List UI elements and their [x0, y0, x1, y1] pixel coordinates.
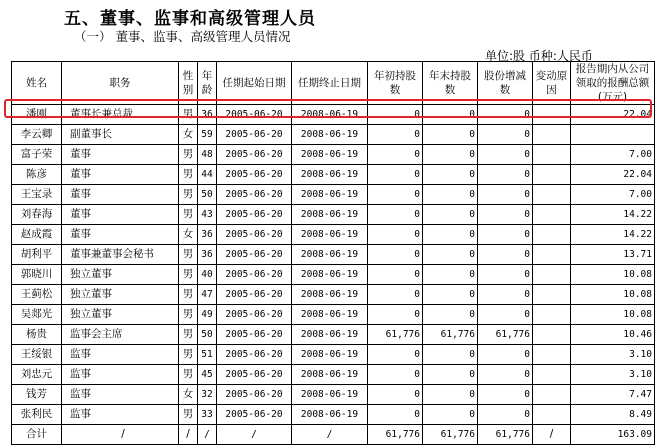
table-body	[12, 105, 655, 445]
cell-title: 董事	[62, 145, 179, 165]
header-cell: 性别	[179, 62, 198, 105]
cell-reason	[533, 265, 571, 285]
cell-pay: 10.08	[571, 265, 655, 285]
cell-begin-shares: 0	[368, 205, 423, 225]
cell-name: 潘刚	[12, 105, 62, 125]
directors-table	[11, 61, 655, 445]
cell-start: 2005-06-20	[217, 165, 292, 185]
cell-end-shares: 0	[423, 385, 478, 405]
header-cell: 年初持股数	[368, 62, 423, 105]
cell-age: 47	[198, 285, 217, 305]
cell-end: 2008-06-19	[292, 345, 368, 365]
table-row	[12, 425, 655, 445]
cell-age: 50	[198, 185, 217, 205]
table-row	[12, 345, 655, 365]
cell-end-shares: 0	[423, 185, 478, 205]
cell-gender: 男	[179, 205, 198, 225]
cell-reason	[533, 325, 571, 345]
table-row	[12, 285, 655, 305]
cell-end: 2008-06-19	[292, 365, 368, 385]
cell-end: 2008-06-19	[292, 285, 368, 305]
cell-start: 2005-06-20	[217, 225, 292, 245]
header-cell: 任期起始日期	[217, 62, 292, 105]
cell-title: 独立董事	[62, 305, 179, 325]
cell-title: 监事	[62, 385, 179, 405]
table-row	[12, 305, 655, 325]
cell-begin-shares: 0	[368, 165, 423, 185]
cell-reason	[533, 405, 571, 425]
cell-begin-shares: 0	[368, 145, 423, 165]
table-row	[12, 405, 655, 425]
cell-start: 2005-06-20	[217, 205, 292, 225]
cell-age: 43	[198, 205, 217, 225]
cell-change: 0	[478, 185, 533, 205]
cell-name: 赵成霞	[12, 225, 62, 245]
cell-pay: 10.08	[571, 305, 655, 325]
cell-end: 2008-06-19	[292, 405, 368, 425]
table-header-row	[12, 62, 655, 105]
cell-age: 49	[198, 305, 217, 325]
cell-start: 2005-06-20	[217, 365, 292, 385]
cell-pay: 7.00	[571, 185, 655, 205]
cell-age: 44	[198, 165, 217, 185]
cell-begin-shares: 0	[368, 245, 423, 265]
cell-title: 董事长兼总裁	[62, 105, 179, 125]
cell-reason: /	[533, 425, 571, 445]
cell-name: 王蓟松	[12, 285, 62, 305]
cell-start: 2005-06-20	[217, 125, 292, 145]
cell-begin-shares: 0	[368, 185, 423, 205]
cell-title: 董事	[62, 185, 179, 205]
cell-end: 2008-06-19	[292, 105, 368, 125]
cell-end-shares: 61,776	[423, 325, 478, 345]
cell-begin-shares: 0	[368, 105, 423, 125]
cell-change: 0	[478, 225, 533, 245]
cell-begin-shares: 61,776	[368, 325, 423, 345]
cell-begin-shares: 0	[368, 265, 423, 285]
cell-pay: 13.71	[571, 245, 655, 265]
cell-end-shares: 0	[423, 405, 478, 425]
cell-end-shares: 0	[423, 305, 478, 325]
cell-end: 2008-06-19	[292, 165, 368, 185]
cell-gender: 男	[179, 305, 198, 325]
cell-reason	[533, 305, 571, 325]
cell-end-shares: 0	[423, 205, 478, 225]
cell-gender: 男	[179, 145, 198, 165]
header-cell: 年龄	[198, 62, 217, 105]
cell-end-shares: 0	[423, 245, 478, 265]
cell-end: 2008-06-19	[292, 385, 368, 405]
cell-pay: 22.04	[571, 105, 655, 125]
cell-change: 0	[478, 305, 533, 325]
table-row	[12, 185, 655, 205]
cell-begin-shares: 0	[368, 385, 423, 405]
cell-end: /	[292, 425, 368, 445]
cell-start: 2005-06-20	[217, 245, 292, 265]
cell-end: 2008-06-19	[292, 225, 368, 245]
cell-start: 2005-06-20	[217, 305, 292, 325]
cell-gender: 男	[179, 365, 198, 385]
cell-gender: 女	[179, 385, 198, 405]
cell-name: 陈彦	[12, 165, 62, 185]
cell-reason	[533, 365, 571, 385]
cell-pay: 22.04	[571, 165, 655, 185]
cell-change: 0	[478, 245, 533, 265]
cell-change: 0	[478, 385, 533, 405]
cell-reason	[533, 205, 571, 225]
cell-reason	[533, 345, 571, 365]
cell-change: 0	[478, 285, 533, 305]
cell-start: 2005-06-20	[217, 345, 292, 365]
cell-change: 0	[478, 365, 533, 385]
cell-end-shares: 0	[423, 345, 478, 365]
table-row	[12, 105, 655, 125]
header-cell: 年末持股数	[423, 62, 478, 105]
cell-age: 36	[198, 245, 217, 265]
cell-reason	[533, 385, 571, 405]
cell-pay: 14.22	[571, 205, 655, 225]
cell-age: 40	[198, 265, 217, 285]
cell-name: 郭晓川	[12, 265, 62, 285]
cell-change: 61,776	[478, 425, 533, 445]
cell-begin-shares: 0	[368, 305, 423, 325]
cell-pay	[571, 125, 655, 145]
cell-end-shares: 0	[423, 225, 478, 245]
cell-title: 董事	[62, 205, 179, 225]
cell-title: 副董事长	[62, 125, 179, 145]
cell-title: /	[62, 425, 179, 445]
cell-pay: 14.22	[571, 225, 655, 245]
cell-start: 2005-06-20	[217, 185, 292, 205]
table-row	[12, 225, 655, 245]
section-heading: 五、董事、监事和高级管理人员	[64, 9, 316, 29]
cell-title: 独立董事	[62, 285, 179, 305]
cell-start: 2005-06-20	[217, 265, 292, 285]
cell-begin-shares: 0	[368, 225, 423, 245]
cell-name: 钱芳	[12, 385, 62, 405]
cell-age: /	[198, 425, 217, 445]
cell-gender: 男	[179, 325, 198, 345]
header-cell: 姓名	[12, 62, 62, 105]
cell-gender: 女	[179, 225, 198, 245]
cell-gender: 男	[179, 405, 198, 425]
cell-age: 51	[198, 345, 217, 365]
table-row	[12, 145, 655, 165]
cell-end: 2008-06-19	[292, 245, 368, 265]
cell-change: 0	[478, 125, 533, 145]
cell-gender: 男	[179, 165, 198, 185]
table-row	[12, 385, 655, 405]
unit-note: 单位:股 币种:人民币	[485, 49, 593, 63]
cell-age: 50	[198, 325, 217, 345]
cell-age: 36	[198, 105, 217, 125]
cell-end: 2008-06-19	[292, 125, 368, 145]
cell-reason	[533, 225, 571, 245]
cell-title: 监事	[62, 405, 179, 425]
cell-title: 监事	[62, 365, 179, 385]
cell-reason	[533, 125, 571, 145]
header-cell: 任期终止日期	[292, 62, 368, 105]
cell-change: 0	[478, 165, 533, 185]
cell-begin-shares: 0	[368, 285, 423, 305]
cell-begin-shares: 0	[368, 365, 423, 385]
cell-name: 胡利平	[12, 245, 62, 265]
cell-end-shares: 0	[423, 165, 478, 185]
table-row	[12, 205, 655, 225]
cell-start: 2005-06-20	[217, 385, 292, 405]
cell-title: 董事	[62, 225, 179, 245]
cell-pay: 7.00	[571, 145, 655, 165]
table-row	[12, 245, 655, 265]
cell-start: 2005-06-20	[217, 105, 292, 125]
cell-begin-shares: 0	[368, 345, 423, 365]
cell-end: 2008-06-19	[292, 305, 368, 325]
header-cell: 职务	[62, 62, 179, 105]
cell-end-shares: 61,776	[423, 425, 478, 445]
cell-change: 0	[478, 145, 533, 165]
cell-change: 0	[478, 345, 533, 365]
cell-end-shares: 0	[423, 365, 478, 385]
cell-pay: 163.09	[571, 425, 655, 445]
cell-end-shares: 0	[423, 265, 478, 285]
cell-gender: /	[179, 425, 198, 445]
cell-age: 59	[198, 125, 217, 145]
cell-change: 0	[478, 405, 533, 425]
table-row	[12, 265, 655, 285]
cell-name: 刘春海	[12, 205, 62, 225]
cell-reason	[533, 285, 571, 305]
cell-end: 2008-06-19	[292, 265, 368, 285]
cell-name: 刘忠元	[12, 365, 62, 385]
cell-title: 董事	[62, 165, 179, 185]
cell-name: 吴郯光	[12, 305, 62, 325]
cell-end: 2008-06-19	[292, 185, 368, 205]
cell-gender: 男	[179, 285, 198, 305]
cell-reason	[533, 185, 571, 205]
cell-name: 富子荣	[12, 145, 62, 165]
cell-title: 监事会主席	[62, 325, 179, 345]
cell-title: 董事兼董事会秘书	[62, 245, 179, 265]
cell-reason	[533, 165, 571, 185]
cell-begin-shares: 61,776	[368, 425, 423, 445]
cell-name: 张利民	[12, 405, 62, 425]
header-cell: 报告期内从公司领取的报酬总额(万元)	[571, 62, 655, 105]
cell-gender: 女	[179, 125, 198, 145]
cell-start: 2005-06-20	[217, 325, 292, 345]
cell-pay: 8.49	[571, 405, 655, 425]
cell-age: 33	[198, 405, 217, 425]
cell-change: 0	[478, 105, 533, 125]
cell-pay: 7.47	[571, 385, 655, 405]
cell-change: 0	[478, 205, 533, 225]
cell-begin-shares: 0	[368, 125, 423, 145]
cell-title: 监事	[62, 345, 179, 365]
cell-start: 2005-06-20	[217, 145, 292, 165]
cell-age: 36	[198, 225, 217, 245]
cell-change: 0	[478, 265, 533, 285]
cell-name: 王绥银	[12, 345, 62, 365]
cell-gender: 男	[179, 185, 198, 205]
cell-end: 2008-06-19	[292, 325, 368, 345]
cell-change: 61,776	[478, 325, 533, 345]
cell-pay: 10.08	[571, 285, 655, 305]
cell-reason	[533, 145, 571, 165]
cell-pay: 10.46	[571, 325, 655, 345]
cell-end-shares: 0	[423, 105, 478, 125]
table-row	[12, 365, 655, 385]
cell-name: 杨贵	[12, 325, 62, 345]
cell-begin-shares: 0	[368, 405, 423, 425]
cell-start: /	[217, 425, 292, 445]
cell-end: 2008-06-19	[292, 205, 368, 225]
cell-name: 李云卿	[12, 125, 62, 145]
table-row	[12, 125, 655, 145]
cell-gender: 男	[179, 245, 198, 265]
cell-gender: 男	[179, 345, 198, 365]
table-row	[12, 325, 655, 345]
cell-pay: 3.10	[571, 345, 655, 365]
cell-start: 2005-06-20	[217, 285, 292, 305]
header-cell: 股份增减数	[478, 62, 533, 105]
cell-age: 45	[198, 365, 217, 385]
cell-title: 独立董事	[62, 265, 179, 285]
table-row	[12, 165, 655, 185]
cell-reason	[533, 105, 571, 125]
cell-end: 2008-06-19	[292, 145, 368, 165]
subsection-heading: （一） 董事、监事、高级管理人员情况	[74, 29, 291, 44]
cell-gender: 男	[179, 265, 198, 285]
cell-end-shares: 0	[423, 125, 478, 145]
cell-gender: 男	[179, 105, 198, 125]
header-cell: 变动原因	[533, 62, 571, 105]
cell-age: 48	[198, 145, 217, 165]
cell-name: 王宝录	[12, 185, 62, 205]
cell-end-shares: 0	[423, 145, 478, 165]
cell-age: 32	[198, 385, 217, 405]
cell-end-shares: 0	[423, 285, 478, 305]
cell-start: 2005-06-20	[217, 405, 292, 425]
cell-reason	[533, 245, 571, 265]
cell-pay: 3.10	[571, 365, 655, 385]
cell-name: 合计	[12, 425, 62, 445]
